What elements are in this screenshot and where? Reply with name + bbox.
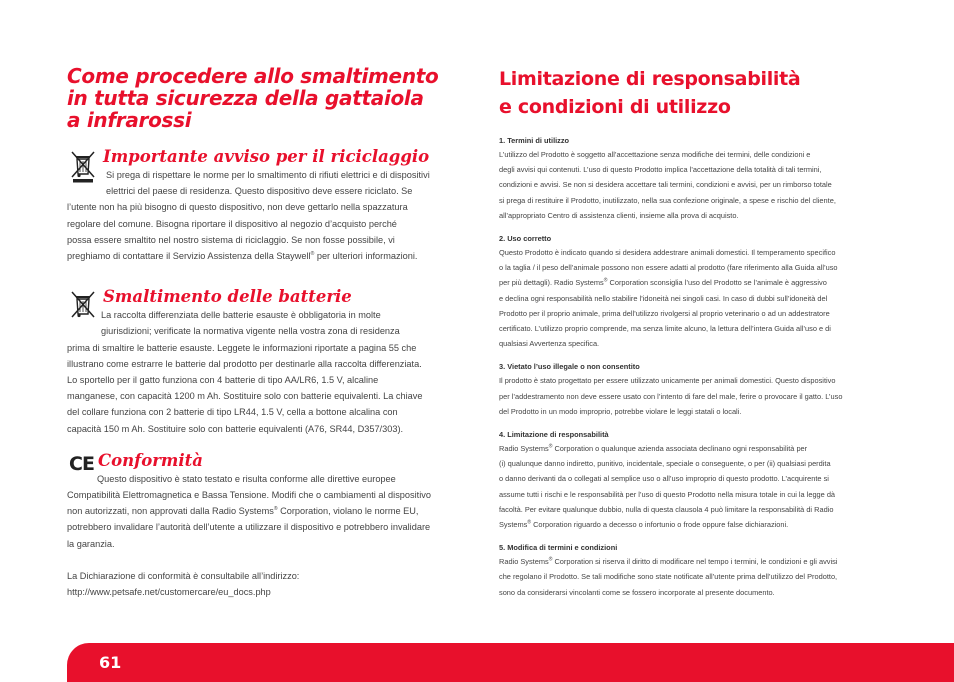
liability-limitation-heading: 4. Limitazione di responsabilità: [499, 430, 609, 440]
declaration-link: http://www.petsafe.net/customercare/eu_docs.php: [67, 587, 271, 598]
declaration-text: La Dichiarazione di conformità è consultabile all’indirizzo: http://www.petsafe.net/customercare/eu_docs.php: [67, 568, 455, 600]
conformity-section: [67, 451, 455, 600]
recycling-text: Si prega di rispettare le norme per lo smaltimento di rifiuti elettrici e di dispositivi elettrici del paese di residenza. Questo dispositivo deve essere riciclato. Se l’utente non ha più bisogno di questo dispositivo, non deve gettarlo nella spazzatura regolare del comune. Bisogna riportare il dispositivo al negozio d’acquisto perché possa essere smaltito nel nostro sistema di riciclaggio. Se non fosse possibile, vi preghiamo di contattare il Servizio Assistenza della Staywell® per ulteriori informazioni.: [67, 170, 430, 262]
correct-use-heading: 2. Uso corretto: [499, 234, 552, 244]
batteries-section: [67, 287, 455, 437]
disposal-title: Come procedere allo smaltimento in tutta sicurezza della gattaiola a infrarossi: [67, 64, 439, 132]
crossed-out-wheelie-bin-icon: [69, 149, 97, 183]
left-column: [67, 65, 455, 600]
footer-bar: [67, 643, 954, 682]
ce-mark-icon: CE: [69, 452, 94, 475]
terms-modification-section: [499, 542, 871, 600]
liability-title: Limitazione di responsabilità e condizioni di utilizzo: [499, 68, 801, 118]
terms-text: L’utilizzo del Prodotto è soggetto all’accettazione senza modifiche dei termini, delle condizioni e degli avvisi qui contenuti. L’uso di questo Prodotto implica l’accettazione della totalità di tali termini, condizioni e avvisi. Se non si desidera accettare tali termini, condizioni e avvisi, per un rimborso totale si prega di restituire il Prodotto, inutilizzato, nella sua confezione originale, a spese e rischio del cliente, all’appropriato Centro di assistenza clienti, insieme alla prova di acquisto.: [499, 150, 836, 220]
illegal-use-section: [499, 361, 871, 419]
conformity-heading: Conformità: [98, 450, 203, 470]
recycling-heading: Importante avviso per il riciclaggio: [103, 147, 430, 166]
recycling-section: [67, 147, 455, 264]
illegal-use-text: Il prodotto è stato progettato per essere utilizzato unicamente per animali domestici. Questo dispositivo per l’addestramento non deve essere usato con l’intento di fare del male, ferire o provocare il gatto. L’uso del Prodotto in un modo improprio, potrebbe violare le leggi statali o locali.: [499, 376, 843, 416]
liability-limitation-text: Radio Systems® Corporation o qualunque azienda associata declinano ogni responsabilità per (i) qualunque danno indiretto, punitivo, incidentale, speciale o conseguente, o per (ii) qualsiasi perdita o danno derivanti da o collegati al semplice uso o all’uso improprio di questo prodotto. L’acquirente si assume tutti i rischi e le responsabilità per l’uso di questo Prodotto nella misura totale in cui la legge dà facoltà. Per evitare qualunque dubbio, nulla di questa clausola 4 può limitare la responsabilità di Radio Systems® Corporation riguardo a decesso o infortunio o frode oppure false dichiarazioni.: [499, 443, 836, 530]
conformity-text: Questo dispositivo è stato testato e risulta conforme alle direttive europee Compatibilità Elettromagnetica e Bassa Tensione. Modifi che o cambiamenti al dispositivo non autorizzati, non approvati dalla Radio Systems® Corporation, violano le norme EU, potrebbero invalidare l’autorità dell’utente a utilizzare il dispositivo e potrebbero invalidare la garanzia.: [67, 473, 431, 549]
correct-use-section: [499, 233, 871, 351]
liability-limitation-section: [499, 429, 871, 532]
terms-of-use-section: [499, 135, 871, 223]
crossed-out-wheelie-bin-icon: [69, 289, 97, 323]
terms-modification-heading: 5. Modifica di termini e condizioni: [499, 543, 618, 553]
batteries-text: La raccolta differenziata delle batterie esauste è obbligatoria in molte giurisdizioni; verificate la normativa vigente nella vostra zona di residenza prima di smaltire le batterie esauste. Leggete le informazioni riportate a pagina 55 che illustrano come estrarre le batterie dal prodotto per destinarle alla raccolta differenziata. Lo sportello per il gatto funziona con 4 batterie di tipo AA/LR6, 1.5 V, alcaline manganese, con capacità 1200 m Ah. Sostituire solo con batterie equivalenti. La chiave del collare funziona con 2 batterie di tipo LR44, 1.5 V, cella a bottone alcalina con capacità 150 m Ah. Sostituire solo con batterie equivalenti (A76, SR44, D357/303).: [67, 310, 423, 434]
right-column: [499, 65, 871, 600]
batteries-heading: Smaltimento delle batterie: [103, 287, 352, 307]
terms-modification-text: Radio Systems® Corporation si riserva il diritto di modificare nel tempo i termini, le condizioni e gli avvisi che regolano il Prodotto. Se tali modifiche sono state notificate all’utente prima dell’utilizzo del Prodotto, sono da considerarsi vincolanti come se fossero incorporate al presente documento.: [499, 556, 838, 597]
illegal-use-heading: 3. Vietato l’uso illegale o non consentito: [499, 362, 640, 372]
page-number: 61: [99, 653, 122, 672]
terms-heading: 1. Termini di utilizzo: [499, 136, 570, 145]
correct-use-text: Questo Prodotto è indicato quando si desidera addestrare animali domestici. Il temperamento specifico o la taglia / il peso dell’animale possono non essere adatti al prodotto (fare riferimento alla Guida all’uso per più dettagli). Radio Systems® Corporation sconsiglia l’uso del Prodotto se l’animale è aggressivo e declina ogni responsabilità nello stabilire l’idoneità nei singoli casi. In caso di dubbi sull’idoneità del Prodotto per il proprio animale, prima dell’utilizzo rivolgersi al proprio veterinario o ad un addestratore certificato. L’utilizzo proprio comprende, ma senza limite alcuno, la lettura dell’intera Guida all’uso e di qualsiasi Avvertenza specifica.: [499, 248, 838, 349]
